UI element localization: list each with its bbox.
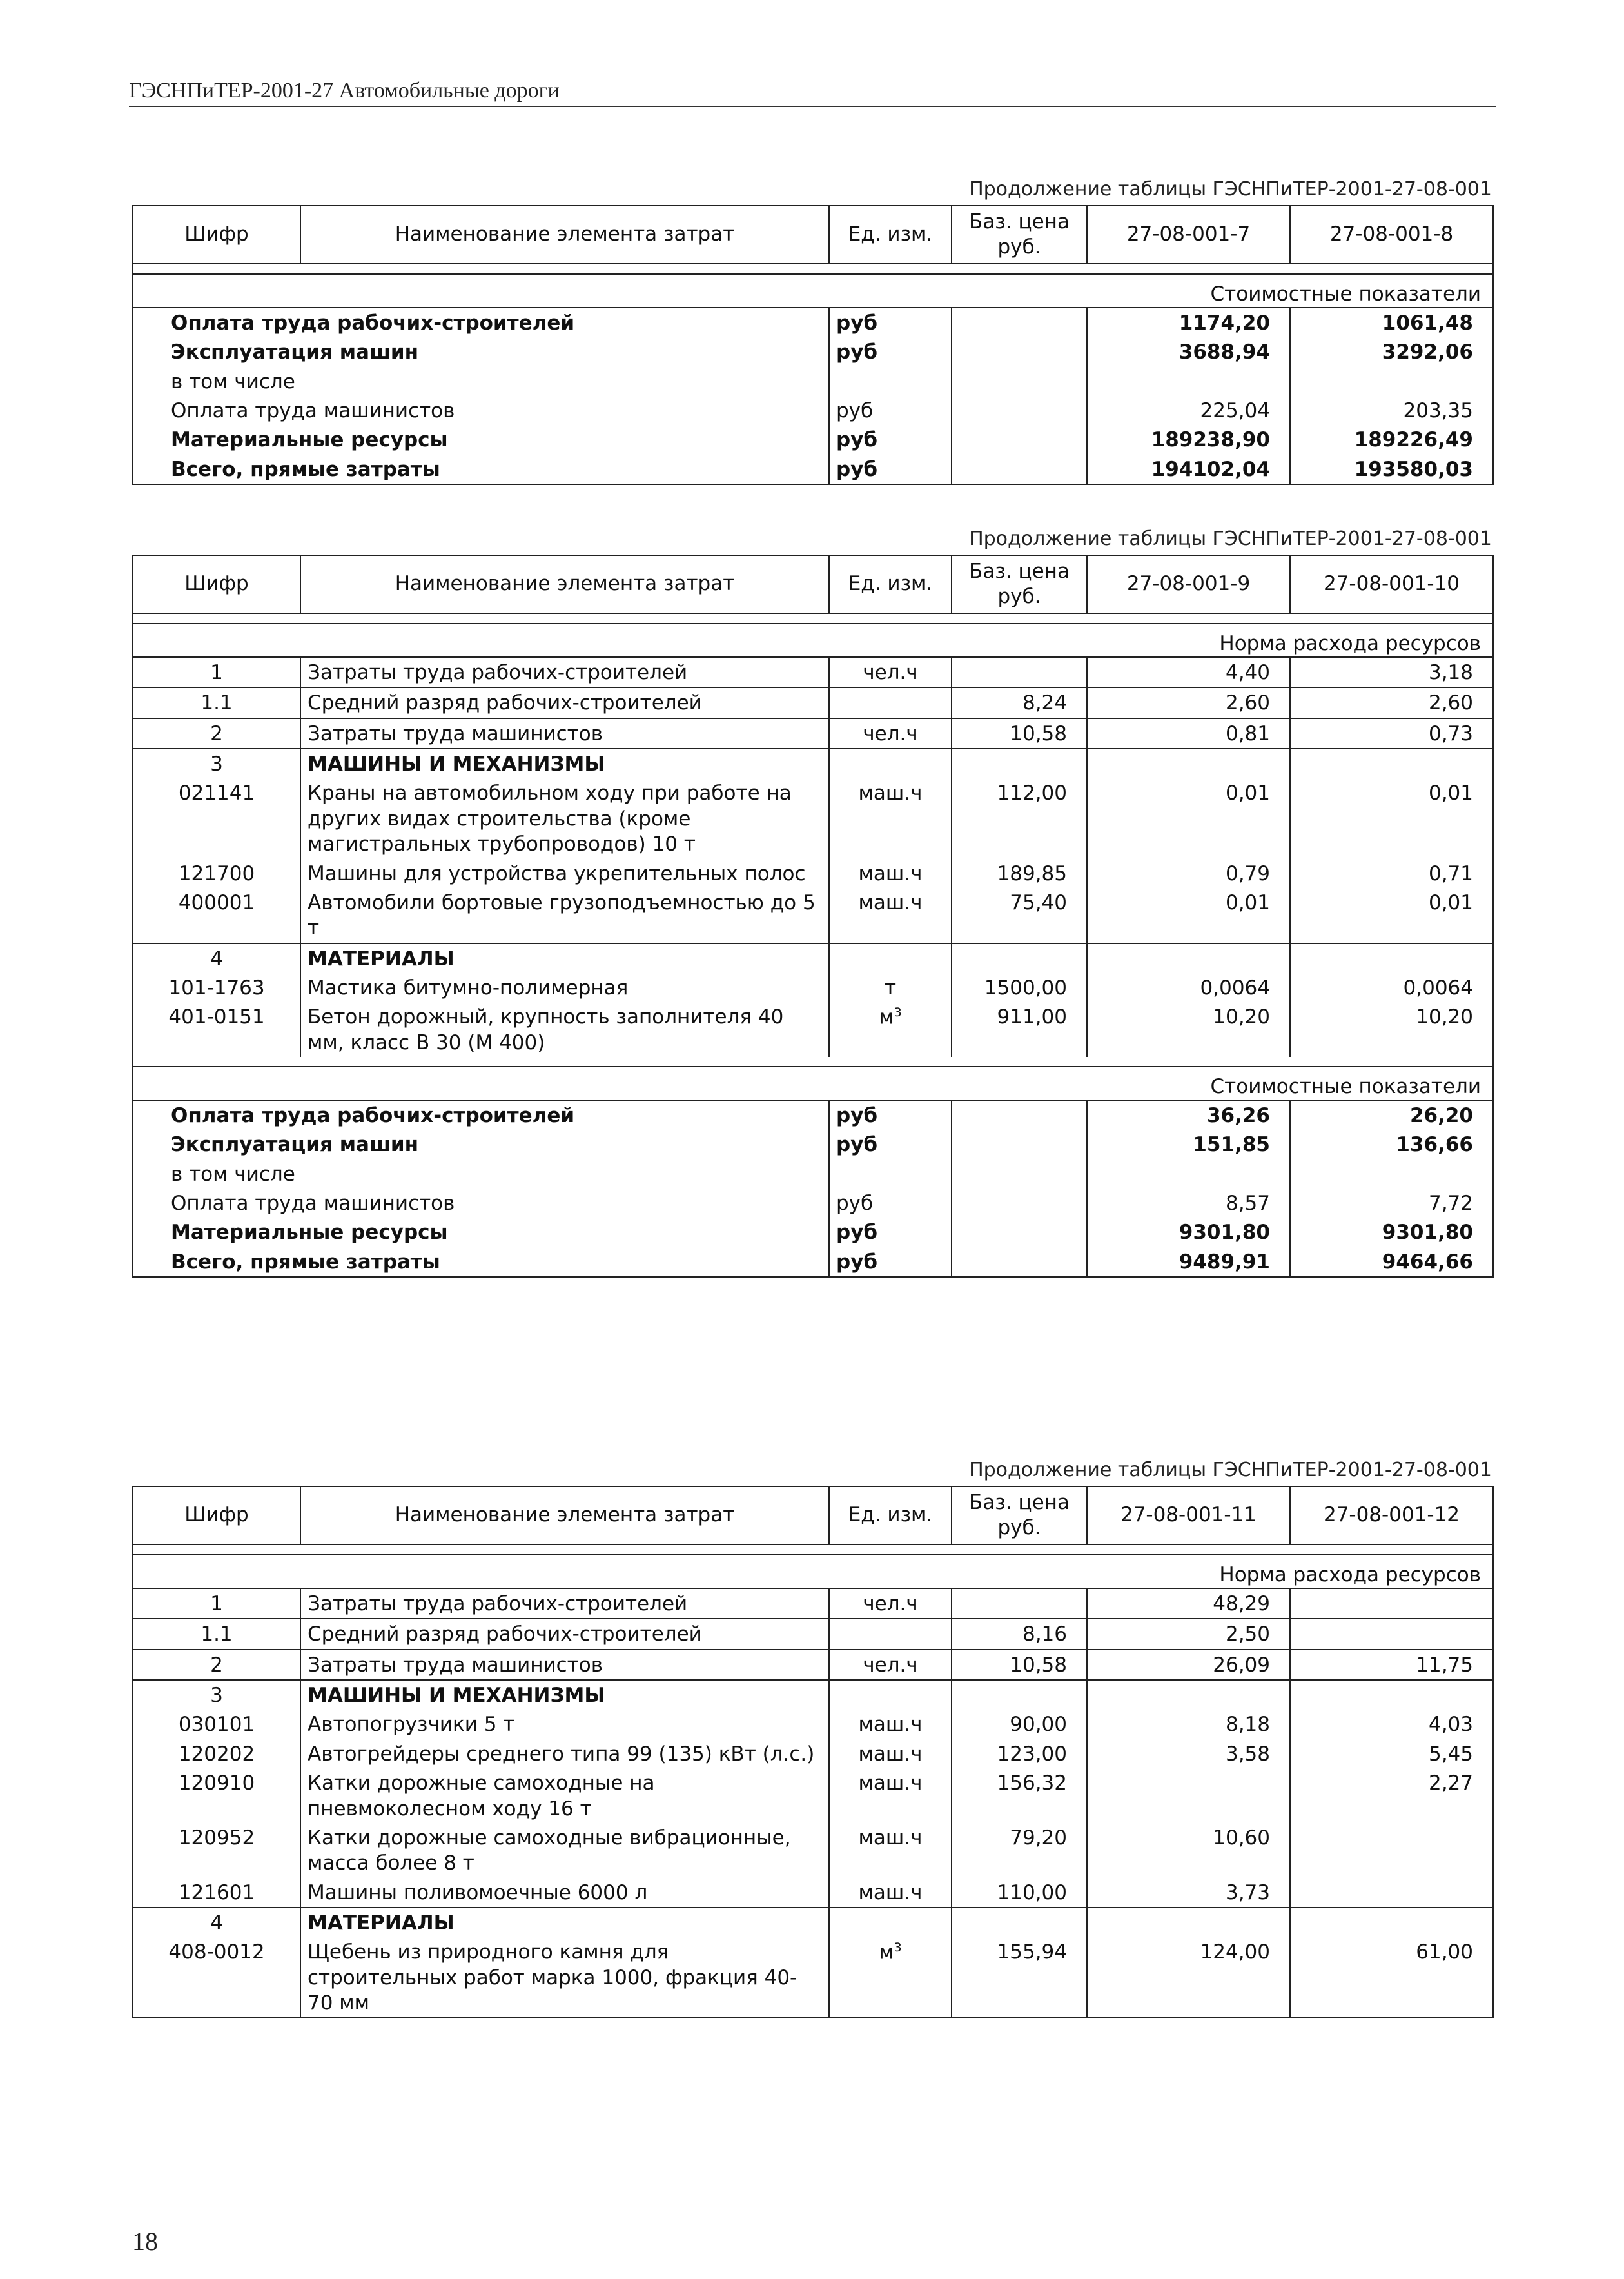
row-price: 112,00 xyxy=(952,778,1087,858)
section-label: Стоимостные показатели xyxy=(133,1067,1493,1100)
row-code: 2 xyxy=(133,1650,300,1680)
row-value-2: 2,27 xyxy=(1290,1768,1493,1823)
row-price: 8,16 xyxy=(952,1619,1087,1649)
table-row xyxy=(133,1937,1493,2018)
row-value-2: 5,45 xyxy=(1290,1739,1493,1768)
table-row xyxy=(133,1680,1493,1710)
cost-row xyxy=(133,1247,1493,1277)
cost-value-1: 9489,91 xyxy=(1087,1247,1290,1277)
cost-value-2: 7,72 xyxy=(1290,1189,1493,1218)
cost-name: Эксплуатация машин xyxy=(133,1130,829,1159)
row-price: 156,32 xyxy=(952,1768,1087,1823)
row-code: 121700 xyxy=(133,859,300,888)
resource-table-3 xyxy=(132,1486,1494,2018)
row-name: Щебень из природного камня для строительных работ марка 1000, фракция 40-70 мм xyxy=(300,1937,829,2018)
row-price: 123,00 xyxy=(952,1739,1087,1768)
cost-value-1: 225,04 xyxy=(1087,396,1290,425)
section-label: Норма расхода ресурсов xyxy=(133,624,1493,657)
table-row xyxy=(133,1002,1493,1057)
row-value-1: 2,60 xyxy=(1087,687,1290,718)
col-name-header: Наименование элемента затрат xyxy=(300,206,829,264)
table-row xyxy=(133,749,1493,778)
table-header-row xyxy=(133,206,1493,264)
table-row xyxy=(133,1908,1493,1937)
row-name: Машины для устройства укрепительных полос xyxy=(300,859,829,888)
row-value-2: 0,01 xyxy=(1290,778,1493,858)
row-code: 1.1 xyxy=(133,1619,300,1649)
cost-value-1: 3688,94 xyxy=(1087,337,1290,366)
cost-unit: руб xyxy=(829,337,952,366)
table-caption: Продолжение таблицы ГЭСНПиТЕР-2001-27-08-001 xyxy=(969,528,1492,550)
table-row xyxy=(133,1739,1493,1768)
cost-name: в том числе xyxy=(133,367,829,396)
row-name: Затраты труда машинистов xyxy=(300,1650,829,1680)
col-2-header: 27-08-001-8 xyxy=(1290,206,1493,264)
row-name: Катки дорожные самоходные вибрационные, масса более 8 т xyxy=(300,1823,829,1878)
col-code-header: Шифр xyxy=(133,555,300,613)
table-row xyxy=(133,1588,1493,1619)
resource-table-2 xyxy=(132,555,1494,1278)
row-code: 120952 xyxy=(133,1823,300,1878)
table-caption: Продолжение таблицы ГЭСНПиТЕР-2001-27-08-001 xyxy=(969,178,1492,201)
row-name: Автогрейдеры среднего типа 99 (135) кВт (л.с.) xyxy=(300,1739,829,1768)
cost-value-2: 193580,03 xyxy=(1290,455,1493,484)
row-name: Затраты труда рабочих-строителей xyxy=(300,1588,829,1619)
row-unit xyxy=(829,687,952,718)
cost-value-1: 36,26 xyxy=(1087,1100,1290,1130)
cost-name: Оплата труда рабочих-строителей xyxy=(133,308,829,337)
row-code: 2 xyxy=(133,718,300,749)
row-price: 79,20 xyxy=(952,1823,1087,1878)
table-header-row xyxy=(133,1486,1493,1544)
cost-unit: руб xyxy=(829,425,952,454)
cost-value-1: 189238,90 xyxy=(1087,425,1290,454)
row-unit: маш.ч xyxy=(829,888,952,943)
row-value-2: 3,18 xyxy=(1290,657,1493,687)
table-row xyxy=(133,859,1493,888)
row-unit: т xyxy=(829,973,952,1002)
row-value-1: 124,00 xyxy=(1087,1937,1290,2018)
row-value-2: 0,01 xyxy=(1290,888,1493,943)
section-row xyxy=(133,274,1493,308)
cost-name: Оплата труда машинистов xyxy=(133,396,829,425)
row-value-2: 0,73 xyxy=(1290,718,1493,749)
row-code: 4 xyxy=(133,1908,300,1937)
table-row xyxy=(133,1710,1493,1739)
row-unit: маш.ч xyxy=(829,1823,952,1878)
row-value-1: 0,0064 xyxy=(1087,973,1290,1002)
cost-row xyxy=(133,1218,1493,1247)
cost-name: Всего, прямые затраты xyxy=(133,455,829,484)
table-row xyxy=(133,687,1493,718)
cost-value-2: 9301,80 xyxy=(1290,1218,1493,1247)
cost-value-2: 1061,48 xyxy=(1290,308,1493,337)
col-2-header: 27-08-001-10 xyxy=(1290,555,1493,613)
row-value-2 xyxy=(1290,1619,1493,1649)
cost-value-2: 203,35 xyxy=(1290,396,1493,425)
cost-row xyxy=(133,1189,1493,1218)
row-name: Краны на автомобильном ходу при работе на других видах строительства (кроме магистральных трубопроводов) 10 т xyxy=(300,778,829,858)
cost-name: Материальные ресурсы xyxy=(133,1218,829,1247)
cost-unit: руб xyxy=(829,396,952,425)
cost-table-1 xyxy=(132,205,1494,485)
cost-row xyxy=(133,455,1493,484)
row-unit: чел.ч xyxy=(829,657,952,687)
table-row xyxy=(133,778,1493,858)
table-caption: Продолжение таблицы ГЭСНПиТЕР-2001-27-08-001 xyxy=(969,1459,1492,1481)
cost-value-2: 3292,06 xyxy=(1290,337,1493,366)
cost-row xyxy=(133,425,1493,454)
table-row xyxy=(133,1768,1493,1823)
row-name: Мастика битумно-полимерная xyxy=(300,973,829,1002)
page-header: ГЭСНПиТЕР-2001-27 Автомобильные дороги xyxy=(129,79,1496,107)
row-name: Бетон дорожный, крупность заполнителя 40 мм, класс В 30 (М 400) xyxy=(300,1002,829,1057)
table-row xyxy=(133,943,1493,973)
section-heading: МАТЕРИАЛЫ xyxy=(300,943,829,973)
cost-unit: руб xyxy=(829,1130,952,1159)
row-value-2 xyxy=(1290,1823,1493,1878)
row-name: Машины поливомоечные 6000 л xyxy=(300,1878,829,1908)
row-code: 030101 xyxy=(133,1710,300,1739)
row-code: 400001 xyxy=(133,888,300,943)
row-value-1: 3,58 xyxy=(1087,1739,1290,1768)
row-value-1: 26,09 xyxy=(1087,1650,1290,1680)
col-2-header: 27-08-001-12 xyxy=(1290,1486,1493,1544)
cost-name: Оплата труда машинистов xyxy=(133,1189,829,1218)
col-code-header: Шифр xyxy=(133,1486,300,1544)
row-name: Средний разряд рабочих-строителей xyxy=(300,1619,829,1649)
cost-unit: руб xyxy=(829,1218,952,1247)
col-unit-header: Ед. изм. xyxy=(829,555,952,613)
row-code: 120910 xyxy=(133,1768,300,1823)
row-price: 75,40 xyxy=(952,888,1087,943)
section-label: Норма расхода ресурсов xyxy=(133,1555,1493,1588)
row-value-1: 10,60 xyxy=(1087,1823,1290,1878)
col-1-header: 27-08-001-7 xyxy=(1087,206,1290,264)
cost-row xyxy=(133,308,1493,337)
col-1-header: 27-08-001-9 xyxy=(1087,555,1290,613)
page-number: 18 xyxy=(132,2227,158,2256)
row-price xyxy=(952,657,1087,687)
row-unit: чел.ч xyxy=(829,1588,952,1619)
cost-row xyxy=(133,367,1493,396)
row-code: 021141 xyxy=(133,778,300,858)
row-name: Затраты труда рабочих-строителей xyxy=(300,657,829,687)
row-price: 110,00 xyxy=(952,1878,1087,1908)
row-unit: $м^3$ xyxy=(829,1937,952,2018)
section-heading: МАТЕРИАЛЫ xyxy=(300,1908,829,1937)
row-unit: маш.ч xyxy=(829,1739,952,1768)
row-name: Автомобили бортовые грузоподъемностью до 5 т xyxy=(300,888,829,943)
row-price: 10,58 xyxy=(952,1650,1087,1680)
section-row xyxy=(133,1067,1493,1100)
section-row xyxy=(133,1555,1493,1588)
row-value-1: 0,79 xyxy=(1087,859,1290,888)
cost-unit: руб xyxy=(829,1100,952,1130)
cost-value-1: 151,85 xyxy=(1087,1130,1290,1159)
cost-row xyxy=(133,1130,1493,1159)
table-row xyxy=(133,657,1493,687)
row-price: 189,85 xyxy=(952,859,1087,888)
cost-row xyxy=(133,396,1493,425)
row-code: 1 xyxy=(133,657,300,687)
row-code: 101-1763 xyxy=(133,973,300,1002)
row-price: 90,00 xyxy=(952,1710,1087,1739)
cost-row xyxy=(133,1159,1493,1189)
row-value-2: 4,03 xyxy=(1290,1710,1493,1739)
row-value-2: 10,20 xyxy=(1290,1002,1493,1057)
row-value-2: 11,75 xyxy=(1290,1650,1493,1680)
row-value-2: 2,60 xyxy=(1290,687,1493,718)
row-code: 3 xyxy=(133,1680,300,1710)
row-code: 121601 xyxy=(133,1878,300,1908)
row-unit: маш.ч xyxy=(829,1878,952,1908)
row-price: 1500,00 xyxy=(952,973,1087,1002)
cost-name: в том числе xyxy=(133,1159,829,1189)
row-code: 1.1 xyxy=(133,687,300,718)
col-unit-header: Ед. изм. xyxy=(829,1486,952,1544)
row-code: 3 xyxy=(133,749,300,778)
row-value-1: 4,40 xyxy=(1087,657,1290,687)
table-row xyxy=(133,1650,1493,1680)
cost-value-2: 136,66 xyxy=(1290,1130,1493,1159)
cost-row xyxy=(133,337,1493,366)
row-name: Автопогрузчики 5 т xyxy=(300,1710,829,1739)
section-heading: МАШИНЫ И МЕХАНИЗМЫ xyxy=(300,1680,829,1710)
cost-name: Всего, прямые затраты xyxy=(133,1247,829,1277)
cost-value-2: 189226,49 xyxy=(1290,425,1493,454)
col-price-header: Баз. цена руб. xyxy=(952,206,1087,264)
row-value-2 xyxy=(1290,1878,1493,1908)
cost-name: Эксплуатация машин xyxy=(133,337,829,366)
row-code: 1 xyxy=(133,1588,300,1619)
row-value-1: 2,50 xyxy=(1087,1619,1290,1649)
row-value-1: 0,01 xyxy=(1087,778,1290,858)
col-unit-header: Ед. изм. xyxy=(829,206,952,264)
row-unit: $м^3$ xyxy=(829,1002,952,1057)
row-unit: маш.ч xyxy=(829,859,952,888)
row-unit: чел.ч xyxy=(829,1650,952,1680)
cost-value-1: 194102,04 xyxy=(1087,455,1290,484)
row-price: 911,00 xyxy=(952,1002,1087,1057)
cost-value-1: 9301,80 xyxy=(1087,1218,1290,1247)
row-value-1: 10,20 xyxy=(1087,1002,1290,1057)
row-value-1: 3,73 xyxy=(1087,1878,1290,1908)
cost-value-1: 1174,20 xyxy=(1087,308,1290,337)
cost-value-2: 26,20 xyxy=(1290,1100,1493,1130)
row-unit: маш.ч xyxy=(829,778,952,858)
row-price: 8,24 xyxy=(952,687,1087,718)
table-row xyxy=(133,973,1493,1002)
row-value-1: 8,18 xyxy=(1087,1710,1290,1739)
row-value-1: 0,81 xyxy=(1087,718,1290,749)
table-row xyxy=(133,1619,1493,1649)
table-row xyxy=(133,1878,1493,1908)
row-unit: чел.ч xyxy=(829,718,952,749)
row-price: 10,58 xyxy=(952,718,1087,749)
cost-unit: руб xyxy=(829,1189,952,1218)
col-price-header: Баз. цена руб. xyxy=(952,555,1087,613)
section-heading: МАШИНЫ И МЕХАНИЗМЫ xyxy=(300,749,829,778)
cost-value-1: 8,57 xyxy=(1087,1189,1290,1218)
row-unit: маш.ч xyxy=(829,1768,952,1823)
cost-value-2: 9464,66 xyxy=(1290,1247,1493,1277)
cost-name: Материальные ресурсы xyxy=(133,425,829,454)
row-value-2: 0,71 xyxy=(1290,859,1493,888)
table-header-row xyxy=(133,555,1493,613)
table-row xyxy=(133,888,1493,943)
row-value-2: 0,0064 xyxy=(1290,973,1493,1002)
row-value-1: 48,29 xyxy=(1087,1588,1290,1619)
table-row xyxy=(133,1823,1493,1878)
cost-unit: руб xyxy=(829,455,952,484)
cost-unit: руб xyxy=(829,308,952,337)
row-unit xyxy=(829,1619,952,1649)
row-price: 155,94 xyxy=(952,1937,1087,2018)
cost-row xyxy=(133,1100,1493,1130)
row-value-2: 61,00 xyxy=(1290,1937,1493,2018)
col-1-header: 27-08-001-11 xyxy=(1087,1486,1290,1544)
col-name-header: Наименование элемента затрат xyxy=(300,555,829,613)
col-name-header: Наименование элемента затрат xyxy=(300,1486,829,1544)
col-code-header: Шифр xyxy=(133,206,300,264)
row-unit: маш.ч xyxy=(829,1710,952,1739)
row-code: 120202 xyxy=(133,1739,300,1768)
row-name: Катки дорожные самоходные на пневмоколесном ходу 16 т xyxy=(300,1768,829,1823)
table-row xyxy=(133,718,1493,749)
col-price-header: Баз. цена руб. xyxy=(952,1486,1087,1544)
row-value-1: 0,01 xyxy=(1087,888,1290,943)
row-code: 408-0012 xyxy=(133,1937,300,2018)
row-code: 401-0151 xyxy=(133,1002,300,1057)
row-name: Средний разряд рабочих-строителей xyxy=(300,687,829,718)
cost-name: Оплата труда рабочих-строителей xyxy=(133,1100,829,1130)
cost-unit: руб xyxy=(829,1247,952,1277)
row-code: 4 xyxy=(133,943,300,973)
section-row xyxy=(133,624,1493,657)
section-label: Стоимостные показатели xyxy=(133,274,1493,308)
row-name: Затраты труда машинистов xyxy=(300,718,829,749)
row-value-2 xyxy=(1290,1588,1493,1619)
row-price xyxy=(952,1588,1087,1619)
row-value-1 xyxy=(1087,1768,1290,1823)
